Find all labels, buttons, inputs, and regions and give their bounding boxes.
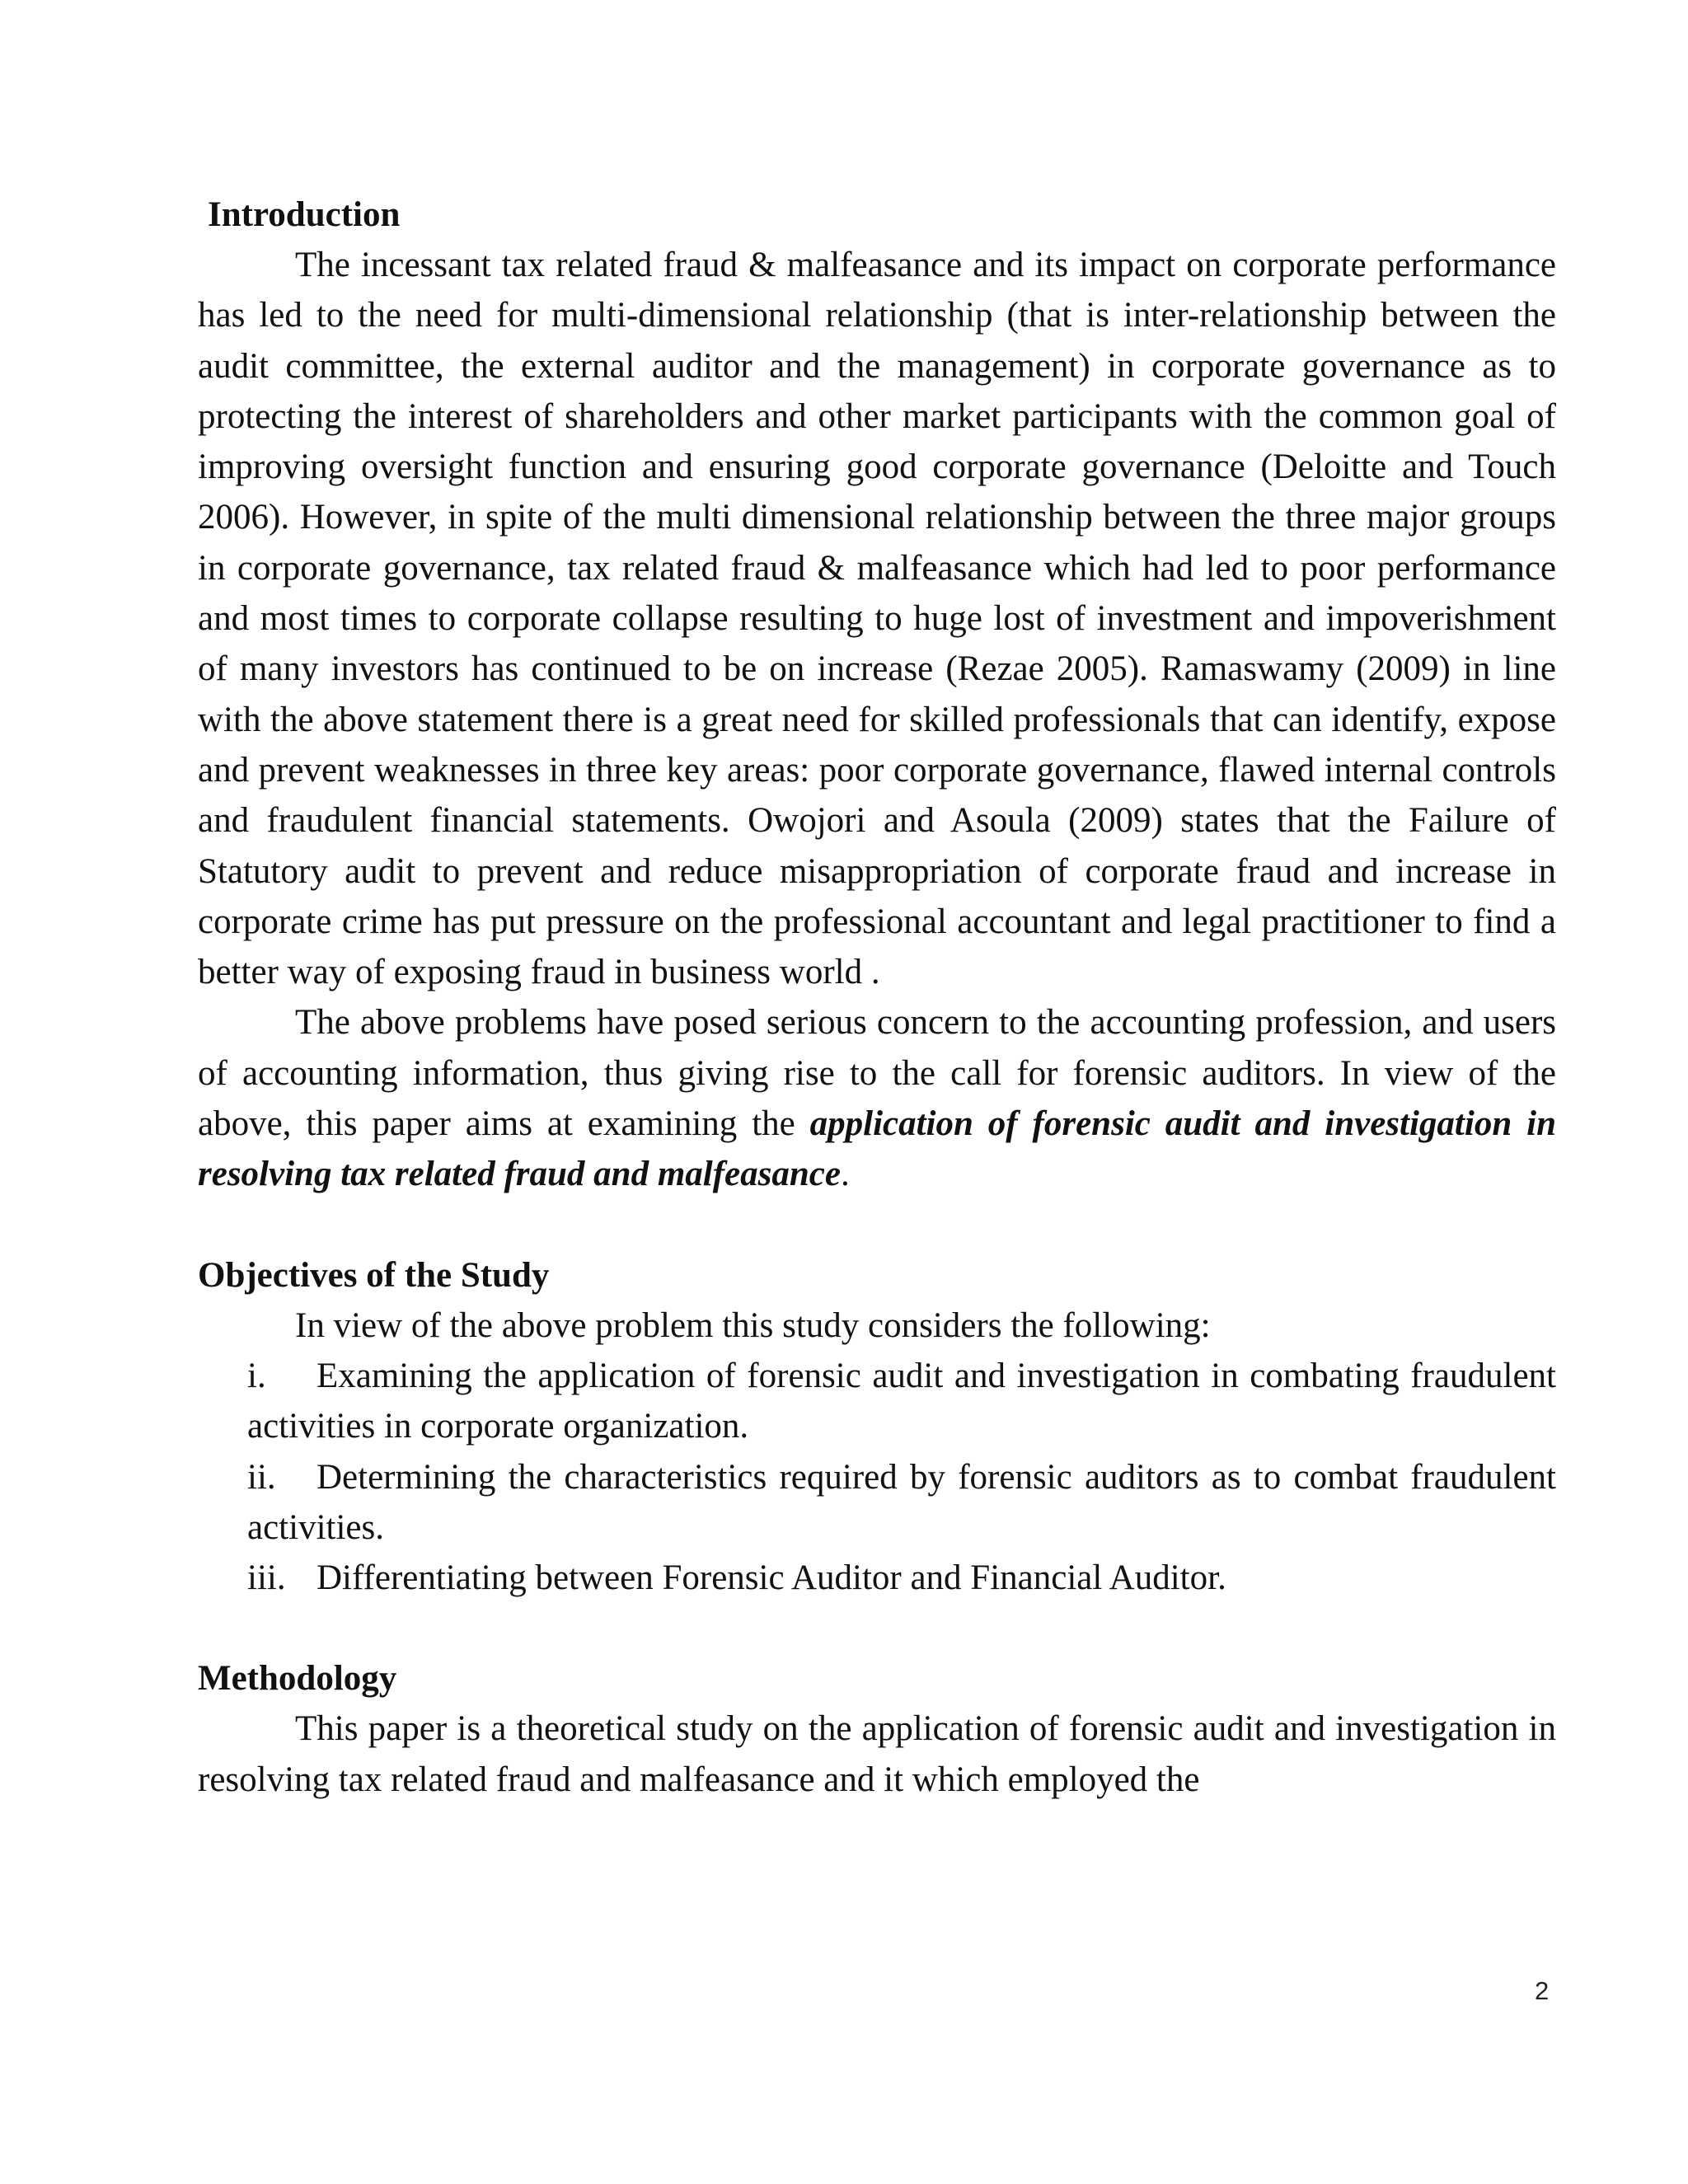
objective-item [198, 1452, 1556, 1554]
objective-number: iii. [247, 1558, 286, 1598]
paragraph-2-lead: The above problems have posed serious concern to the accounting profession, and users of accounting information, thus giving rise to the call for forensic auditors. In view of the above, this paper aims at examining the [198, 1003, 1556, 1144]
methodology-heading: Methodology [198, 1659, 397, 1699]
page-content [198, 190, 1556, 1805]
section-gap [198, 1603, 1556, 1653]
section-gap [198, 1200, 1556, 1250]
page-number: 2 [1535, 1976, 1550, 2005]
introduction-paragraph-1: The incessant tax related fraud & malfeasance and its impact on corporate performance has led to the need for multi-dimensional relationship (that is inter-relationship between the audit committee, the external auditor and the management) in corporate governance as to protecting the interest of shareholders and other market participants with the common goal of improving oversight function and ensuring good corporate governance (Deloitte and Touch 2006). However, in spite of the multi dimensional relationship between the three major groups in corporate governance, tax related fraud & malfeasance which had led to poor performance and most times to corporate collapse resulting to huge lost of investment and impoverishment of many investors has continued to be on increase (Rezae 2005). Ramaswamy (2009) in line with the above statement there is a great need for skilled professionals that can identify, expose and prevent weaknesses in three key areas: poor corporate governance, flawed internal controls and fraudulent financial statements. Owojori and Asoula (2009) states that the Failure of Statutory audit to prevent and reduce misappropriation of corporate fraud and increase in corporate crime has put pressure on the professional accountant and legal practitioner to find a better way of exposing fraud in business world . [198, 246, 1556, 992]
introduction-heading: Introduction [208, 195, 401, 234]
paragraph-2-end: . [840, 1155, 850, 1194]
methodology-paragraph: This paper is a theoretical study on the application of forensic audit and investigation in resolving tax related fraud and malfeasance and it which employed the [198, 1709, 1556, 1799]
objectives-lead: In view of the above problem this study considers the following: [295, 1305, 1211, 1345]
objective-item [198, 1553, 1556, 1603]
objective-number: i. [247, 1356, 266, 1395]
objective-text: Determining the characteristics required by forensic auditors as to combat fraudulent activities. [247, 1457, 1556, 1547]
objective-item [198, 1351, 1556, 1452]
objectives-heading: Objectives of the Study [198, 1255, 550, 1295]
objective-number: ii. [247, 1457, 276, 1497]
introduction-paragraph-2 [198, 997, 1556, 1199]
objective-text: Differentiating between Forensic Auditor and Financial Auditor. [316, 1558, 1226, 1598]
objective-text: Examining the application of forensic audit and investigation in combating fraudulent activities in corporate organization. [247, 1356, 1556, 1446]
objectives-list [198, 1351, 1556, 1603]
paper-aim-emphasis: application of forensic audit and investigation in resolving tax related fraud and malfeasance [198, 1104, 1556, 1194]
